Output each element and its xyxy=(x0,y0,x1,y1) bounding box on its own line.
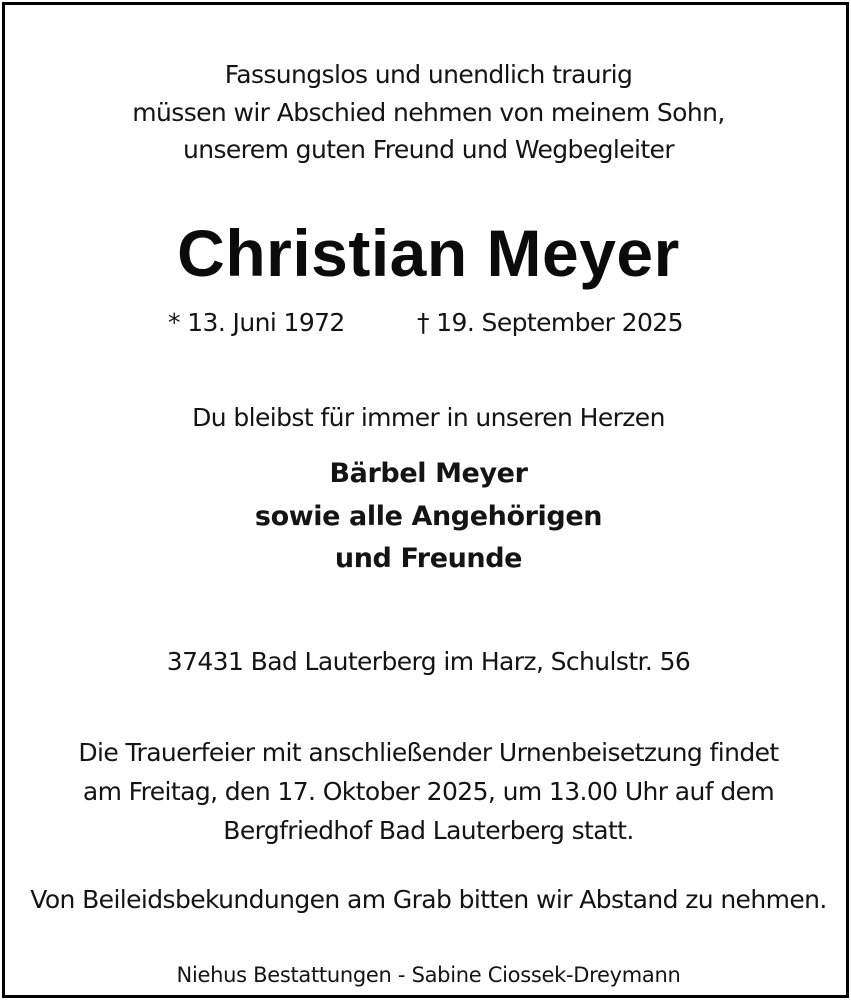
address: 37431 Bad Lauterberg im Harz, Schulstr. 56 xyxy=(166,647,691,676)
mourner-line-1: Bärbel Meyer xyxy=(329,458,528,489)
intro-line-3: unserem guten Freund und Wegbegleiter xyxy=(182,135,675,164)
ceremony-line-1: Die Trauerfeier mit anschließender Urnenbeisetzung findet xyxy=(78,738,779,767)
motto: Du bleibst für immer in unseren Herzen xyxy=(192,403,665,432)
intro-line-2: müssen wir Abschied nehmen von meinem Sohn, xyxy=(132,98,725,127)
mourner-line-3: und Freunde xyxy=(334,543,523,574)
ceremony-line-2: am Freitag, den 17. Oktober 2025, um 13.00 Uhr auf dem xyxy=(82,777,775,806)
undertaker: Niehus Bestattungen - Sabine Ciossek-Dreymann xyxy=(176,963,681,987)
birth-date: * 13. Juni 1972 xyxy=(168,308,345,337)
ceremony-line-3: Bergfriedhof Bad Lauterberg statt. xyxy=(223,816,634,845)
intro-line-1: Fassungslos und unendlich traurig xyxy=(224,60,633,89)
deceased-name: Christian Meyer xyxy=(177,216,680,290)
obituary-notice xyxy=(2,2,849,998)
life-dates xyxy=(5,308,851,340)
death-date: † 19. September 2025 xyxy=(417,308,683,337)
condolence-note: Von Beileidsbekundungen am Grab bitten wir Abstand zu nehmen. xyxy=(30,885,827,914)
mourner-line-2: sowie alle Angehörigen xyxy=(254,501,603,532)
